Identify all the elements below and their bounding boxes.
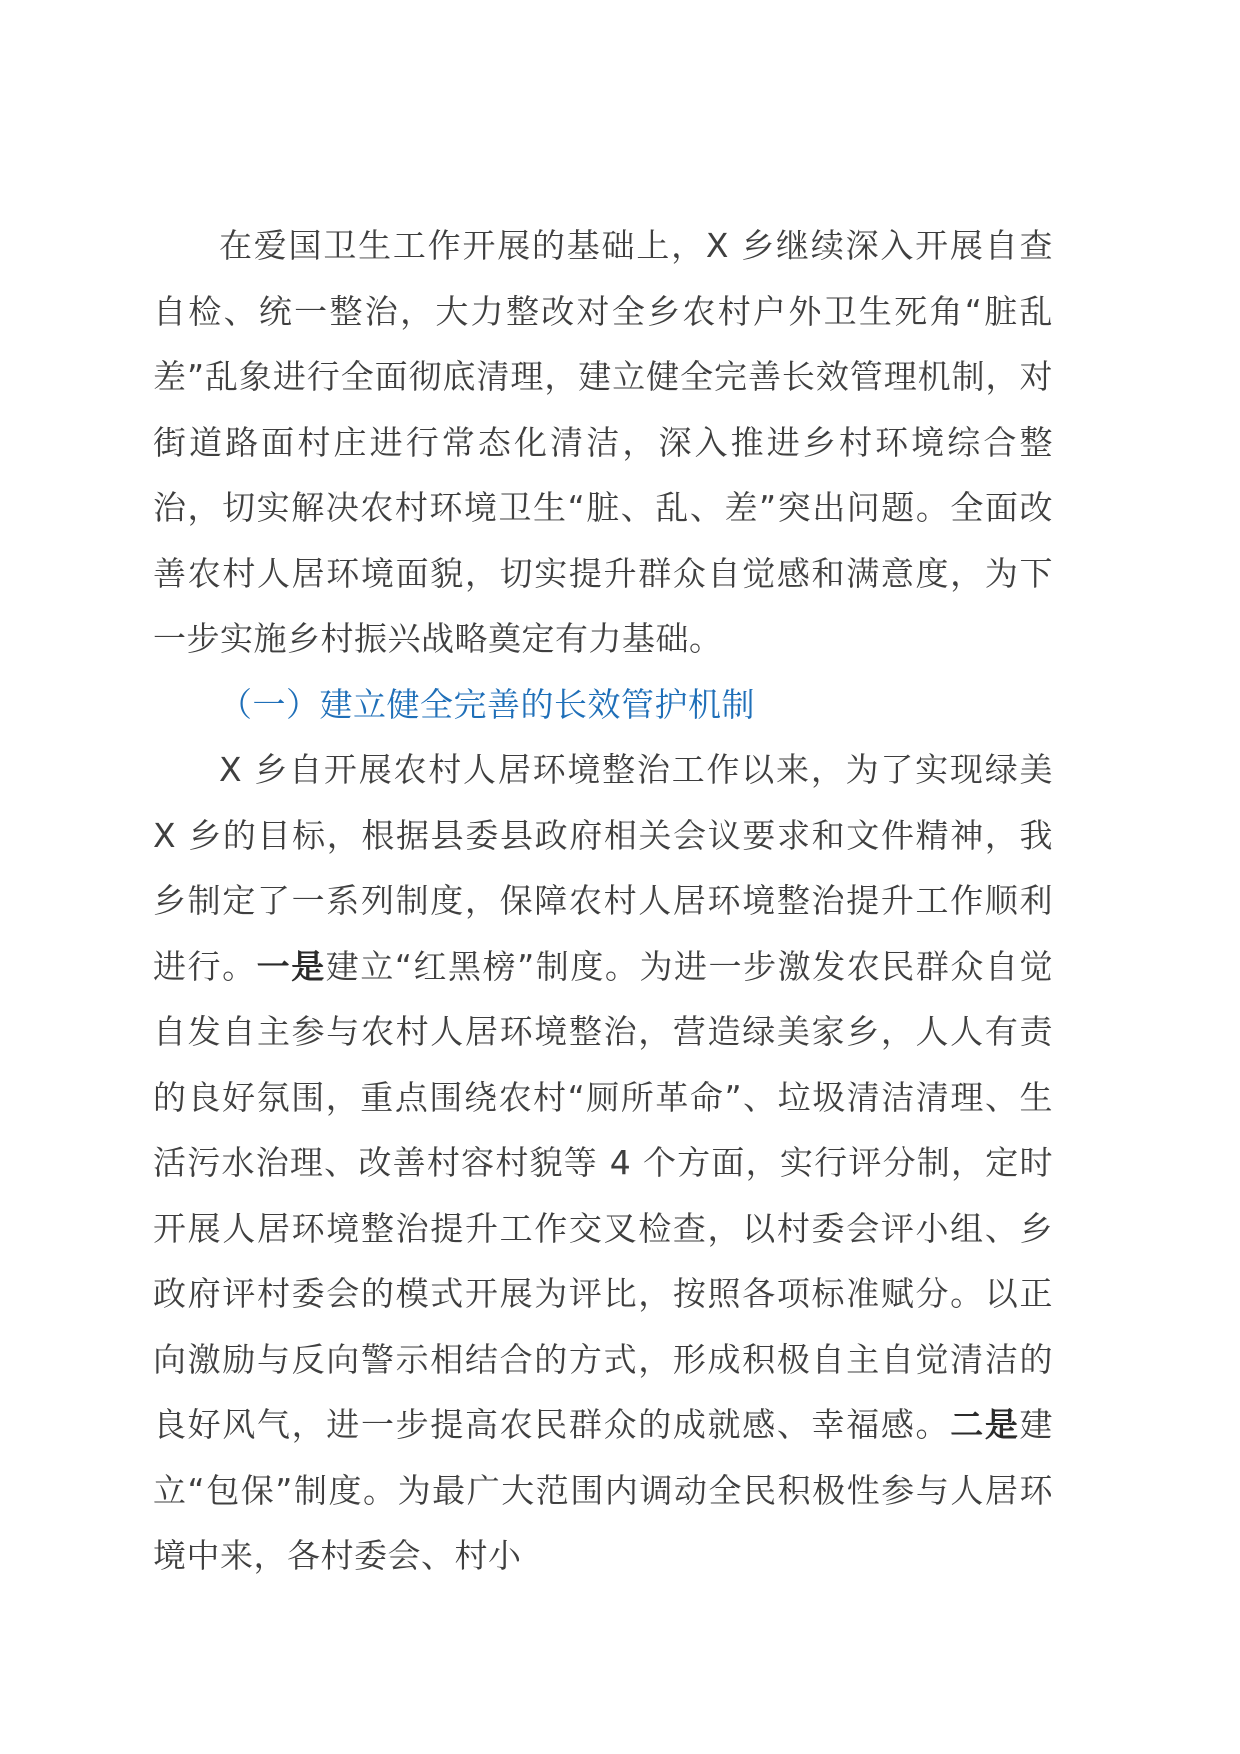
item-one-text: 建立“红黑榜”制度。为进一步激发农民群众自觉自发自主参与农村人居环境整治，营造绿美家乡，人人有责的良好氛围，重点围绕农村“厕所革命”、垃圾清洁清理、生活污水治理、改善村容村貌等 4 个方面，实行评分制，定时开展人居环境整治提升工作交叉检查，以村委会评小组、乡政府评村委会的模式开展为评比，按照各项标准赋分。以正向激励与反向警示相结合的方式，形成积极自主自觉清洁的良好风气，进一步提高农民群众的成就感、幸福感。 — [153, 946, 1054, 1444]
paragraph-mechanisms-intro: X 乡自开展农村人居环境整治工作以来，为了实现绿美 X 乡的目标，根据县委县政府相关会议要求和文件精神，我乡制定了一系列制度，保障农村人居环境整治提升工作顺利进行。 — [153, 750, 1053, 986]
item-marker-one: 一是 — [256, 946, 326, 986]
item-marker-two: 二是 — [950, 1405, 1020, 1444]
paragraph-mechanisms — [153, 737, 1053, 1589]
section-heading: （一）建立健全完善的长效管护机制 — [219, 684, 755, 724]
paragraph-intro: 在爱国卫生工作开展的基础上，X 乡继续深入开展自查自检、统一整治，大力整改对全乡农村户外卫生死角“脏乱差”乱象进行全面彻底清理，建立健全完善长效管理机制，对街道路面村庄进行常态化清洁，深入推进乡村环境综合整治，切实解决农村环境卫生“脏、乱、差”突出问题。全面改善农村人居环境面貌，切实提升群众自觉感和满意度，为下一步实施乡村振兴战略奠定有力基础。 — [153, 226, 1053, 658]
document-body — [153, 213, 1053, 1589]
item-two-text: 建立“包保”制度。为最广大范围内调动全民积极性参与人居环境中来，各村委会、村小 — [153, 1405, 1054, 1575]
